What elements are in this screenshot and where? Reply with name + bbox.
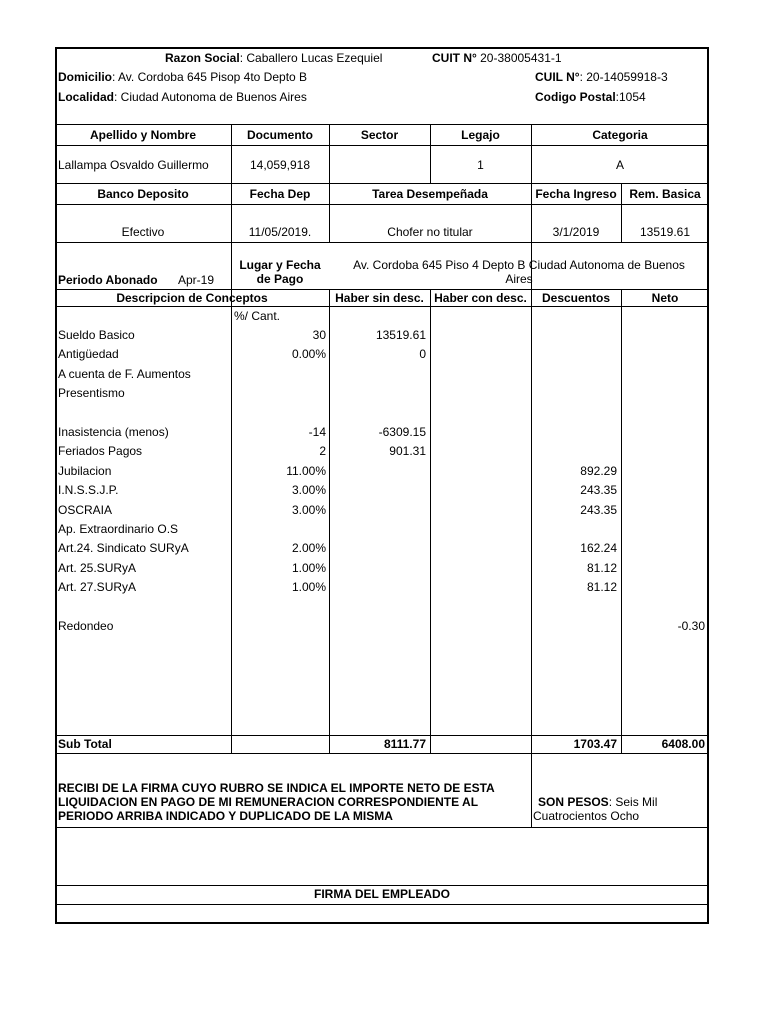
header-documento: Documento bbox=[247, 128, 313, 142]
header-haber-sin: Haber sin desc. bbox=[335, 291, 424, 305]
concept-desc: A cuenta de F. Aumentos bbox=[58, 367, 191, 381]
lugar-label-1: Lugar y Fecha bbox=[239, 258, 321, 272]
rule bbox=[55, 904, 709, 905]
header-categoria: Categoria bbox=[592, 128, 648, 142]
concept-desc: Redondeo bbox=[58, 619, 114, 633]
concept-desc: Ap. Extraordinario O.S bbox=[58, 522, 179, 536]
son-pesos-value: : Seis Mil bbox=[608, 795, 658, 809]
rule bbox=[55, 306, 709, 307]
header-legajo: Legajo bbox=[461, 128, 500, 142]
concept-cant: 3.00% bbox=[291, 503, 326, 517]
concept-desc: OSCRAIA bbox=[58, 503, 113, 517]
col-divider bbox=[531, 753, 532, 827]
razon-social-label: Razon Social bbox=[165, 51, 240, 65]
concept-cant: 2 bbox=[319, 444, 326, 458]
header-haber-con: Haber con desc. bbox=[434, 291, 527, 305]
employee-legajo: 1 bbox=[477, 158, 484, 172]
tarea-value: Chofer no titular bbox=[387, 225, 473, 239]
rule bbox=[55, 183, 709, 184]
concept-cant: 1.00% bbox=[291, 580, 326, 594]
header-descripcion: Descripcion de Conceptos bbox=[116, 291, 268, 305]
header-banco: Banco Deposito bbox=[97, 187, 189, 201]
subtotal-sin: 8111.77 bbox=[383, 737, 426, 751]
recibi-line-1: RECIBI DE LA FIRMA CUYO RUBRO SE INDICA EL IMPORTE NETO DE ESTA bbox=[58, 781, 495, 795]
localidad bbox=[58, 90, 307, 104]
concept-desc: Feriados Pagos bbox=[58, 444, 143, 458]
col-divider bbox=[430, 289, 431, 753]
domicilio-value: : Av. Cordoba 645 Pisop 4to Depto B bbox=[112, 70, 308, 84]
rule bbox=[55, 827, 709, 828]
employee-categoria: A bbox=[615, 158, 624, 172]
concept-desc: Art.24. Sindicato SURyA bbox=[58, 541, 189, 555]
concept-descuento: 892.29 bbox=[580, 464, 617, 478]
concept-desc: Art. 25.SURyA bbox=[58, 561, 137, 575]
lugar-value-2: Aires bbox=[505, 272, 533, 286]
cuil bbox=[535, 70, 668, 84]
right-border bbox=[707, 47, 709, 924]
son-pesos bbox=[538, 795, 657, 809]
cuit-value: 20-38005431-1 bbox=[476, 51, 562, 65]
banco-value: Efectivo bbox=[121, 225, 165, 239]
col-divider bbox=[621, 289, 622, 753]
concept-cant: 3.00% bbox=[291, 483, 326, 497]
razon-social bbox=[165, 51, 382, 65]
employee-name: Lallampa Osvaldo Guillermo bbox=[58, 158, 209, 172]
fecha-dep-value: 11/05/2019. bbox=[248, 225, 312, 239]
localidad-label: Localidad bbox=[58, 90, 115, 104]
concept-haber-sin: 13519.61 bbox=[375, 328, 426, 342]
son-pesos-value-2: Cuatrocientos Ocho bbox=[533, 809, 640, 823]
concept-desc: Antigüedad bbox=[58, 347, 119, 361]
concept-neto: -0.30 bbox=[677, 619, 705, 633]
subtotal-label: Sub Total bbox=[58, 737, 112, 751]
top-border bbox=[55, 47, 709, 49]
concept-cant: -14 bbox=[308, 425, 326, 439]
left-border bbox=[55, 47, 57, 924]
concept-desc: Sueldo Basico bbox=[58, 328, 135, 342]
concept-descuento: 81.12 bbox=[586, 561, 617, 575]
domicilio-label: Domicilio bbox=[58, 70, 113, 84]
concept-desc: Art. 27.SURyA bbox=[58, 580, 137, 594]
concept-descuento: 243.35 bbox=[580, 483, 617, 497]
cant-label: %/ Cant. bbox=[234, 309, 281, 323]
localidad-value: : Ciudad Autonoma de Buenos Aires bbox=[114, 90, 307, 104]
subtotal-descuentos: 1703.47 bbox=[573, 737, 617, 751]
concept-desc: Inasistencia (menos) bbox=[58, 425, 169, 439]
codigo-postal-label: Codigo Postal bbox=[535, 90, 616, 104]
rule bbox=[55, 885, 709, 886]
header-tarea: Tarea Desempeñada bbox=[372, 187, 488, 201]
concept-cant: 1.00% bbox=[291, 561, 326, 575]
rule bbox=[55, 242, 709, 243]
concept-haber-sin: 901.31 bbox=[389, 444, 426, 458]
firma-empleado: FIRMA DEL EMPLEADO bbox=[313, 887, 450, 901]
employee-documento: 14,059,918 bbox=[249, 158, 311, 172]
lugar-value-1: Av. Cordoba 645 Piso 4 Depto B Ciudad Autonoma de Buenos bbox=[353, 258, 685, 272]
periodo-value: Apr-19 bbox=[178, 273, 215, 287]
codigo-postal bbox=[535, 90, 646, 104]
concept-desc: Presentismo bbox=[58, 386, 125, 400]
bottom-border bbox=[55, 922, 709, 924]
razon-social-value: : Caballero Lucas Ezequiel bbox=[239, 51, 383, 65]
concept-desc: I.N.S.S.J.P. bbox=[58, 483, 119, 497]
rule bbox=[55, 204, 709, 205]
header-apellido: Apellido y Nombre bbox=[89, 128, 196, 142]
lugar-label-2: de Pago bbox=[256, 272, 304, 286]
rule bbox=[55, 289, 709, 290]
cuit bbox=[432, 51, 562, 65]
periodo-label: Periodo Abonado bbox=[58, 273, 158, 287]
cuil-label: CUIL N° bbox=[535, 70, 580, 84]
header-fecha-dep: Fecha Dep bbox=[249, 187, 311, 201]
son-pesos-label: SON PESOS bbox=[538, 795, 609, 809]
concept-cant: 30 bbox=[312, 328, 326, 342]
concept-cant: 2.00% bbox=[291, 541, 326, 555]
header-fecha-ingreso: Fecha Ingreso bbox=[535, 187, 617, 201]
codigo-postal-value: :1054 bbox=[615, 90, 646, 104]
cuit-label: CUIT N° bbox=[432, 51, 477, 65]
concept-cant: 11.00% bbox=[286, 464, 326, 478]
rem-basica-value: 13519.61 bbox=[639, 225, 691, 239]
header-sector: Sector bbox=[360, 128, 399, 142]
rule bbox=[55, 753, 709, 754]
concept-descuento: 162.24 bbox=[580, 541, 617, 555]
rule bbox=[55, 124, 709, 125]
domicilio bbox=[58, 70, 307, 84]
recibi-line-3: PERIODO ARRIBA INDICADO Y DUPLICADO DE LA MISMA bbox=[58, 809, 393, 823]
header-rem-basica: Rem. Basica bbox=[629, 187, 701, 201]
concept-cant: 0.00% bbox=[291, 347, 326, 361]
concept-haber-sin: 0 bbox=[419, 347, 426, 361]
recibi-line-2: LIQUIDACION EN PAGO DE MI REMUNERACION CORRESPONDIENTE AL bbox=[58, 795, 479, 809]
subtotal-neto: 6408.00 bbox=[661, 737, 705, 751]
concept-desc: Jubilacion bbox=[58, 464, 112, 478]
header-descuentos: Descuentos bbox=[541, 291, 611, 305]
fecha-ingreso-value: 3/1/2019 bbox=[552, 225, 600, 239]
concept-descuento: 243.35 bbox=[580, 503, 617, 517]
header-neto: Neto bbox=[651, 291, 679, 305]
rule bbox=[55, 145, 709, 146]
payslip bbox=[55, 47, 709, 924]
cuil-value: : 20-14059918-3 bbox=[579, 70, 668, 84]
rule bbox=[55, 735, 709, 736]
concept-haber-sin: -6309.15 bbox=[378, 425, 426, 439]
concept-descuento: 81.12 bbox=[586, 580, 617, 594]
col-divider bbox=[531, 289, 532, 753]
